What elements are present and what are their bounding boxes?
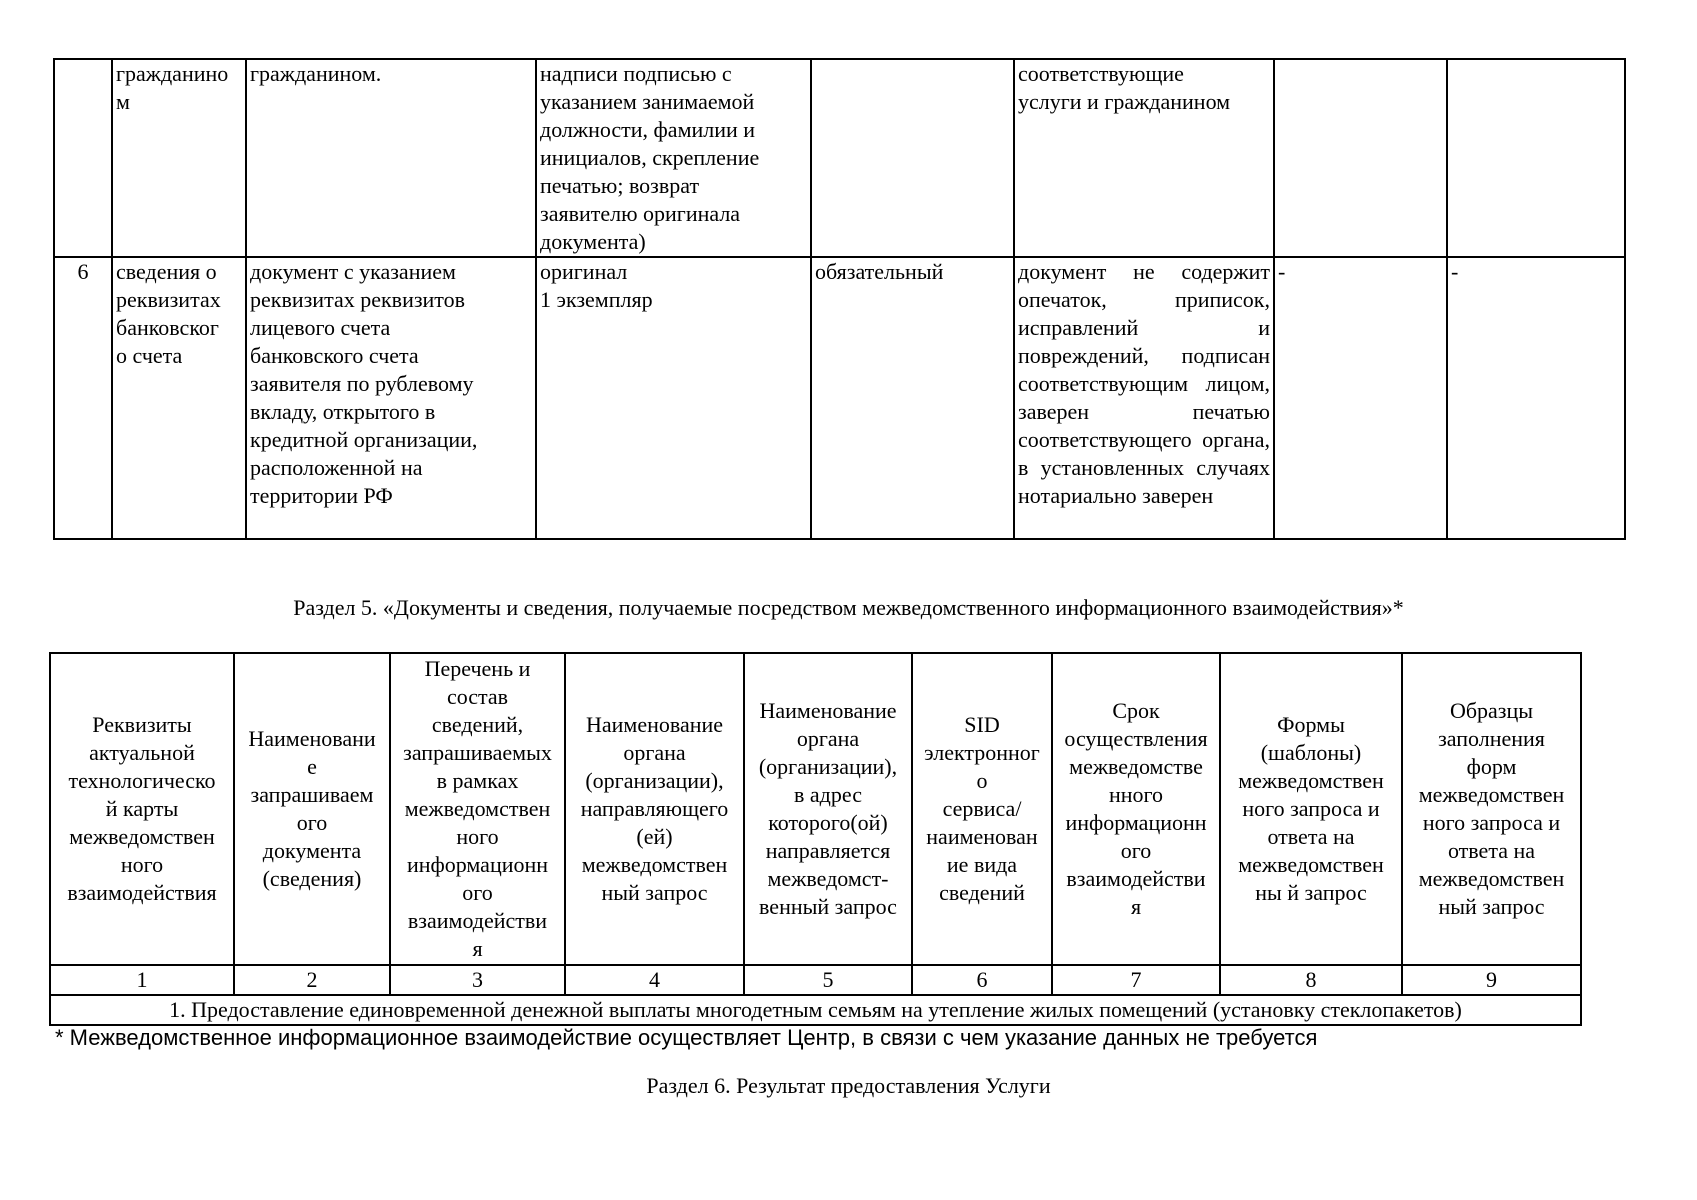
- header-row: [50, 653, 1581, 965]
- column-number: 8: [1220, 965, 1402, 995]
- column-number-row: [50, 965, 1581, 995]
- section-6-title: Раздел 6. Результат предоставления Услуги: [646, 1073, 1051, 1098]
- column-header: Срок осуществления межведомстве нного информационн ого взаимодействи я: [1052, 653, 1220, 965]
- table-cell: документ с указанием реквизитах реквизитов лицевого счета банковского счета заявителя по рублевому вкладу, открытого в кредитной организации, расположенной на территории РФ: [246, 257, 536, 539]
- section-5-title: Раздел 5. «Документы и сведения, получаемые посредством межведомственного информационного взаимодействия»*: [293, 595, 1404, 620]
- column-header: Наименование органа (организации), в адрес которого(ой) направляется межведомст- венный запрос: [744, 653, 912, 965]
- column-number: 3: [390, 965, 565, 995]
- column-number: 6: [912, 965, 1052, 995]
- table-cell: [811, 59, 1014, 257]
- service-name: 1. Предоставление единовременной денежной выплаты многодетным семьям на утепление жилых помещений (установку стеклопакетов): [50, 995, 1581, 1025]
- column-header: Формы (шаблоны) межведомствен ного запроса и ответа на межведомствен ны й запрос: [1220, 653, 1402, 965]
- column-number: 1: [50, 965, 234, 995]
- table-cell: гражданино м: [112, 59, 246, 257]
- table-cell: оригинал 1 экземпляр: [536, 257, 811, 539]
- column-header: SID электронног о сервиса/ наименован ие вида сведений: [912, 653, 1052, 965]
- column-header: Образцы заполнения форм межведомствен ного запроса и ответа на межведомствен ный запрос: [1402, 653, 1581, 965]
- column-header: Перечень и состав сведений, запрашиваемых в рамках межведомствен ного информационн ого взаимодействи я: [390, 653, 565, 965]
- service-row: [50, 995, 1581, 1025]
- table-cell: [1274, 59, 1447, 257]
- footnote: * Межведомственное информационное взаимодействие осуществляет Центр, в связи с чем указание данных не требуется: [55, 1025, 1318, 1050]
- table-cell: сведения о реквизитах банковског о счета: [112, 257, 246, 539]
- column-number: 5: [744, 965, 912, 995]
- table-row: [54, 257, 1625, 539]
- interagency-table: [49, 652, 1582, 1026]
- table-cell: гражданином.: [246, 59, 536, 257]
- table-cell: надписи подписью с указанием занимаемой должности, фамилии и инициалов, скрепление печатью; возврат заявителю оригинала документа): [536, 59, 811, 257]
- column-number: 2: [234, 965, 390, 995]
- table-cell: обязательный: [811, 257, 1014, 539]
- column-header: Наименовани е запрашиваем ого документа (сведения): [234, 653, 390, 965]
- table-cell: соответствующие услуги и гражданином: [1014, 59, 1274, 257]
- table-cell: -: [1447, 257, 1625, 539]
- table-cell: документ не содержит опечаток, приписок, исправлений и повреждений, подписан соответствующим лицом, заверен печатью соответствующего органа, в установленных случаях нотариально заверен: [1014, 257, 1274, 539]
- column-header: Наименование органа (организации), направляющего (ей) межведомствен ный запрос: [565, 653, 744, 965]
- table-cell: [1447, 59, 1625, 257]
- column-number: 9: [1402, 965, 1581, 995]
- column-number: 4: [565, 965, 744, 995]
- column-number: 7: [1052, 965, 1220, 995]
- table-cell: [54, 59, 112, 257]
- row-number: 6: [54, 257, 112, 539]
- table-row: [54, 59, 1625, 257]
- table-cell: -: [1274, 257, 1447, 539]
- column-header: Реквизиты актуальной технологическо й карты межведомствен ного взаимодействия: [50, 653, 234, 965]
- documents-table: [53, 58, 1626, 540]
